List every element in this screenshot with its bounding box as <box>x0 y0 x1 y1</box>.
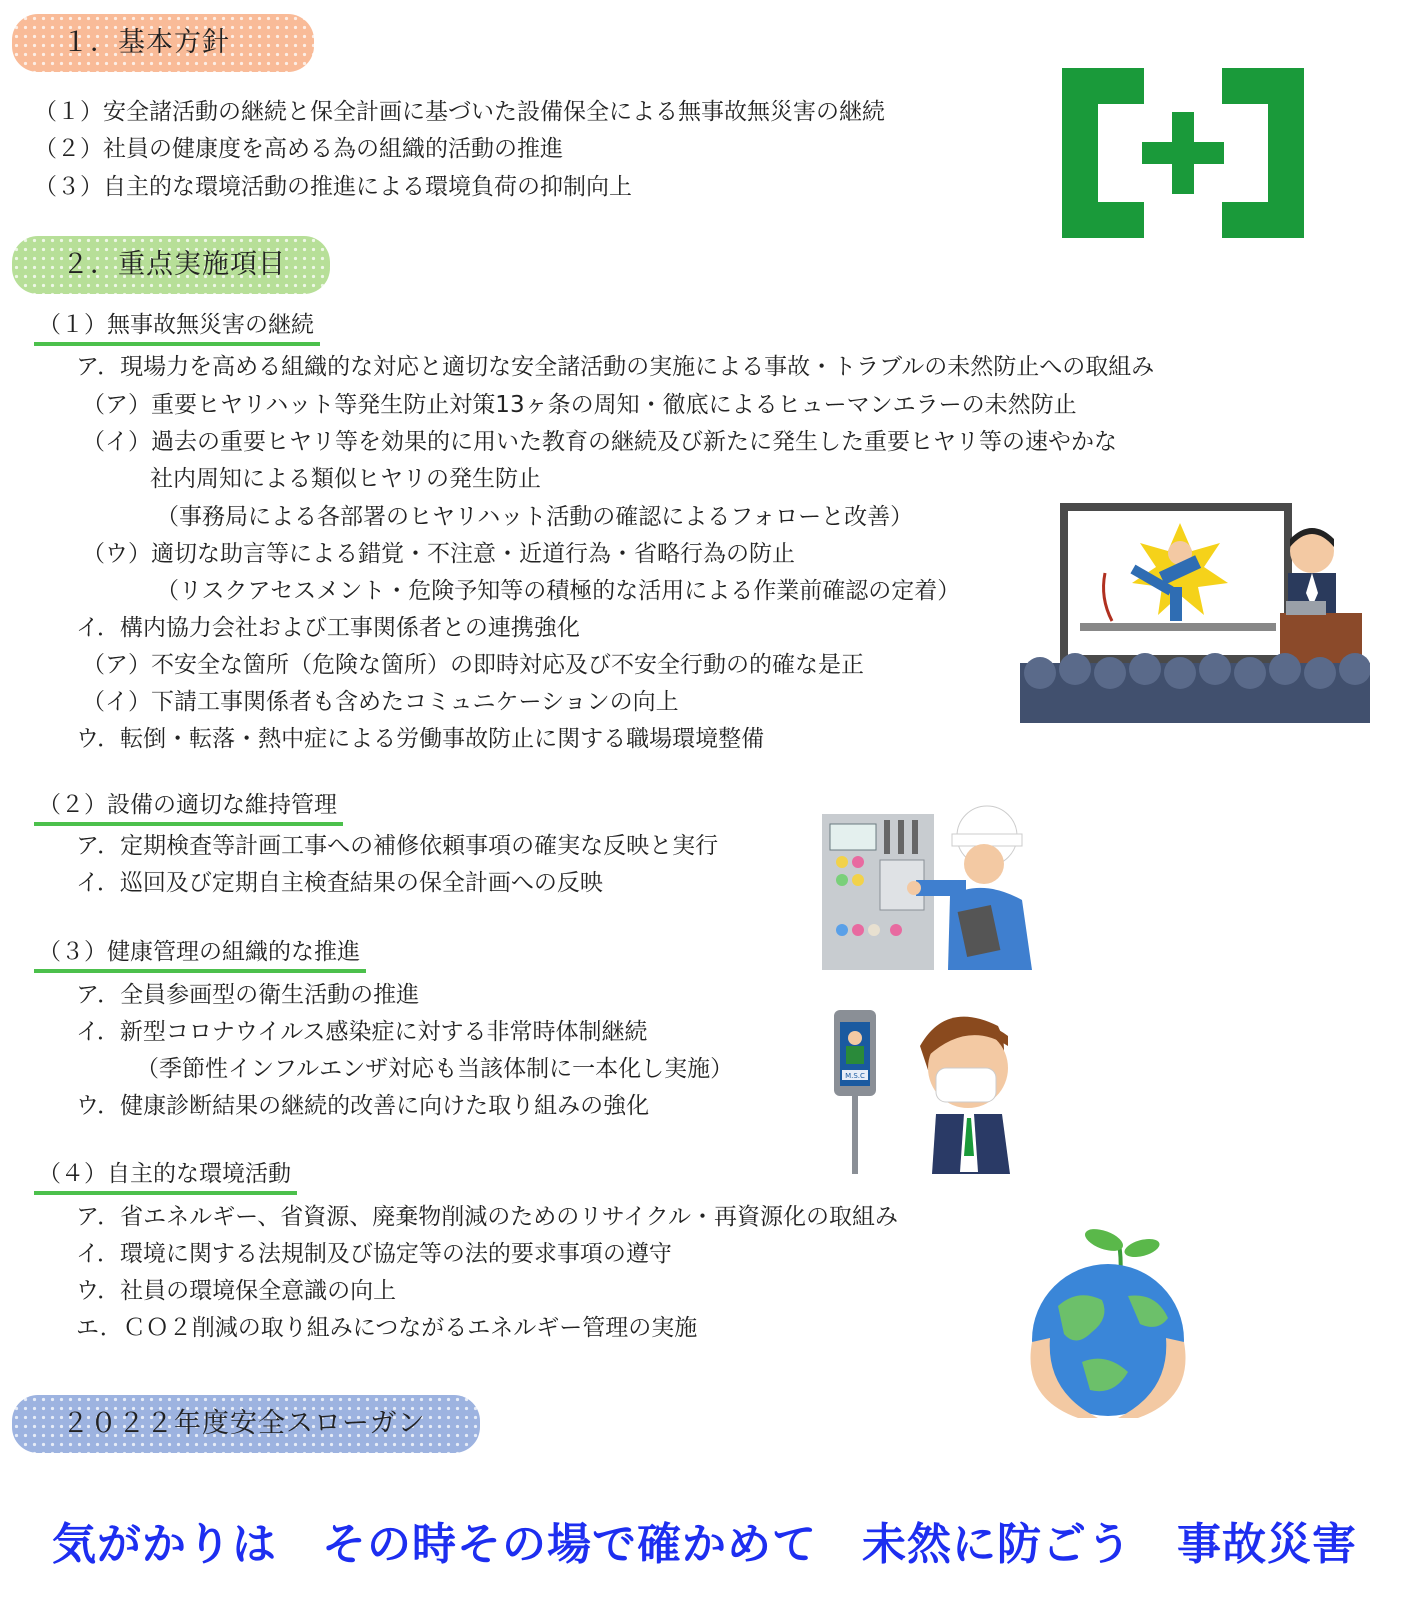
sub3-line-b: イ．新型コロナウイルス感染症に対する非常時体制継続 <box>76 1019 648 1045</box>
subsection-title-health-management: （３）健康管理の組織的な推進 <box>34 935 366 973</box>
safety-training-presentation-illustration <box>1020 503 1370 723</box>
sub4-line-a: ア．省エネルギー、省資源、廃棄物削減のためのリサイクル・再資源化の取組み <box>76 1204 899 1230</box>
sub3-line-a: ア．全員参画型の衛生活動の推進 <box>76 982 420 1008</box>
safety-slogan-text: 気がかりは その時その場で確かめて 未然に防ごう 事故災害 <box>52 1519 1357 1570</box>
sub1-line-a3-note: （リスクアセスメント・危険予知等の積極的な活用による作業前確認の定着） <box>156 578 961 604</box>
policy-item-3: （３）自主的な環境活動の推進による環境負荷の抑制向上 <box>34 174 632 200</box>
subsection-title-environment: （４）自主的な環境活動 <box>34 1157 297 1195</box>
sub3-line-c: ウ．健康診断結果の継続的改善に向けた取り組みの強化 <box>76 1093 650 1119</box>
sub4-line-b: イ．環境に関する法規制及び協定等の法的要求事項の遵守 <box>76 1241 672 1267</box>
earth-sprout-illustration <box>1018 1222 1194 1422</box>
sub1-line-a1: （ア）重要ヒヤリハット等発生防止対策13ヶ条の周知・徹底によるヒューマンエラーの未然防止 <box>82 392 1077 418</box>
sub1-line-a3: （ウ）適切な助言等による錯覚・不注意・近道行為・省略行為の防止 <box>82 541 795 567</box>
sub4-line-c: ウ．社員の環境保全意識の向上 <box>76 1278 397 1304</box>
sub1-line-b2: （イ）下請工事関係者も含めたコミュニケーションの向上 <box>82 689 679 715</box>
section-heading-safety-slogan: ２０２２年度安全スローガン <box>12 1395 480 1453</box>
sub1-line-b: イ．構内協力会社および工事関係者との連携強化 <box>76 615 580 641</box>
subsection-title-accident-free: （１）無事故無災害の継続 <box>34 308 320 346</box>
sub1-line-a2: （イ）過去の重要ヒヤリ等を効果的に用いた教育の継続及び新たに発生した重要ヒヤリ等の速やかな <box>82 429 1117 455</box>
policy-item-2: （２）社員の健康度を高める為の組織的活動の推進 <box>34 136 563 162</box>
sub1-line-a: ア．現場力を高める組織的な対応と適切な安全諸活動の実施による事故・トラブルの未然防止への取組み <box>76 354 1155 380</box>
sub1-line-a2-cont: 社内周知による類似ヒヤリの発生防止 <box>150 466 541 492</box>
policy-item-1: （１）安全諸活動の継続と保全計画に基づいた設備保全による無事故無災害の継続 <box>34 99 885 125</box>
worker-control-panel-illustration <box>822 800 1032 970</box>
subsection-title-equipment-maintenance: （２）設備の適切な維持管理 <box>34 788 343 826</box>
sub2-line-b: イ．巡回及び定期自主検査結果の保全計画への反映 <box>76 870 603 896</box>
sub1-line-c: ウ．転倒・転落・熱中症による労働事故防止に関する職場環境整備 <box>76 726 765 752</box>
thermal-screening-illustration <box>828 1006 1018 1174</box>
sub1-line-b1: （ア）不安全な箇所（危険な箇所）の即時対応及び不安全行動の的確な是正 <box>82 652 864 678</box>
sub3-line-b-note: （季節性インフルエンザ対応も当該体制に一本化し実施） <box>136 1056 734 1082</box>
thermometer-screen-label: M.S.C <box>845 1072 865 1080</box>
section-heading-basic-policy: １．基本方針 <box>12 14 314 72</box>
sub1-line-a2-note: （事務局による各部署のヒヤリハット活動の確認によるフォローと改善） <box>156 504 914 530</box>
sub4-line-d: エ．ＣＯ２削減の取り組みにつながるエネルギー管理の実施 <box>76 1315 698 1341</box>
safety-green-cross-icon <box>1062 68 1304 238</box>
section-heading-priority-items: ２．重点実施項目 <box>12 236 330 294</box>
sub2-line-a: ア．定期検査等計画工事への補修依頼事項の確実な反映と実行 <box>76 833 719 859</box>
